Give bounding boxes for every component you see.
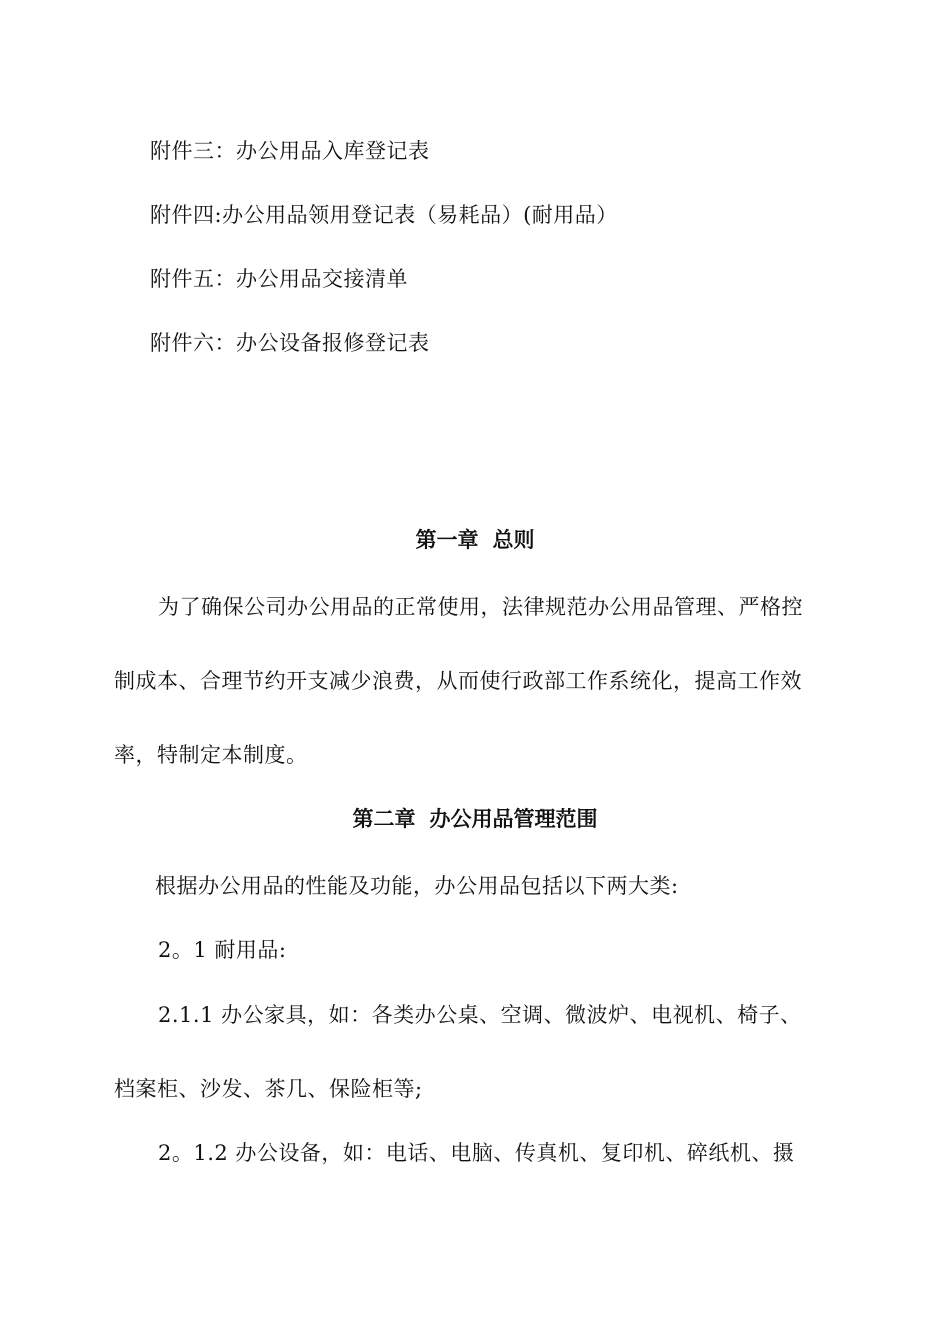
paragraph-line: 为了确保公司办公用品的正常使用，法律规范办公用品管理、严格控 bbox=[158, 595, 803, 619]
item-2-1-1-line: 档案柜、沙发、茶几、保险柜等; bbox=[114, 1077, 423, 1101]
attachment-5: 附件五：办公用品交接清单 bbox=[150, 267, 408, 291]
chapter1-number: 第一章 bbox=[415, 527, 479, 552]
item-2-1-1-line: 2.1.1 办公家具，如：各类办公桌、空调、微波炉、电视机、椅子、 bbox=[158, 1003, 802, 1027]
chapter2-intro: 根据办公用品的性能及功能，办公用品包括以下两大类: bbox=[155, 874, 679, 898]
chapter1-heading bbox=[0, 525, 950, 555]
chapter2-heading bbox=[0, 804, 950, 834]
attachment-4: 附件四:办公用品领用登记表（易耗品）(耐用品） bbox=[150, 203, 618, 227]
attachment-3: 附件三：办公用品入库登记表 bbox=[150, 139, 430, 163]
paragraph-line: 率，特制定本制度。 bbox=[114, 743, 308, 767]
item-2-1: 2。1 耐用品: bbox=[158, 938, 287, 962]
chapter2-number: 第二章 bbox=[352, 806, 416, 831]
item-2-1-2-line: 2。1.2 办公设备，如：电话、电脑、传真机、复印机、碎纸机、摄 bbox=[158, 1141, 795, 1165]
chapter1-title: 总则 bbox=[492, 527, 535, 552]
attachment-6: 附件六：办公设备报修登记表 bbox=[150, 331, 430, 355]
chapter2-title: 办公用品管理范围 bbox=[429, 806, 598, 831]
paragraph-line: 制成本、合理节约开支减少浪费，从而使行政部工作系统化，提高工作效 bbox=[114, 669, 802, 693]
